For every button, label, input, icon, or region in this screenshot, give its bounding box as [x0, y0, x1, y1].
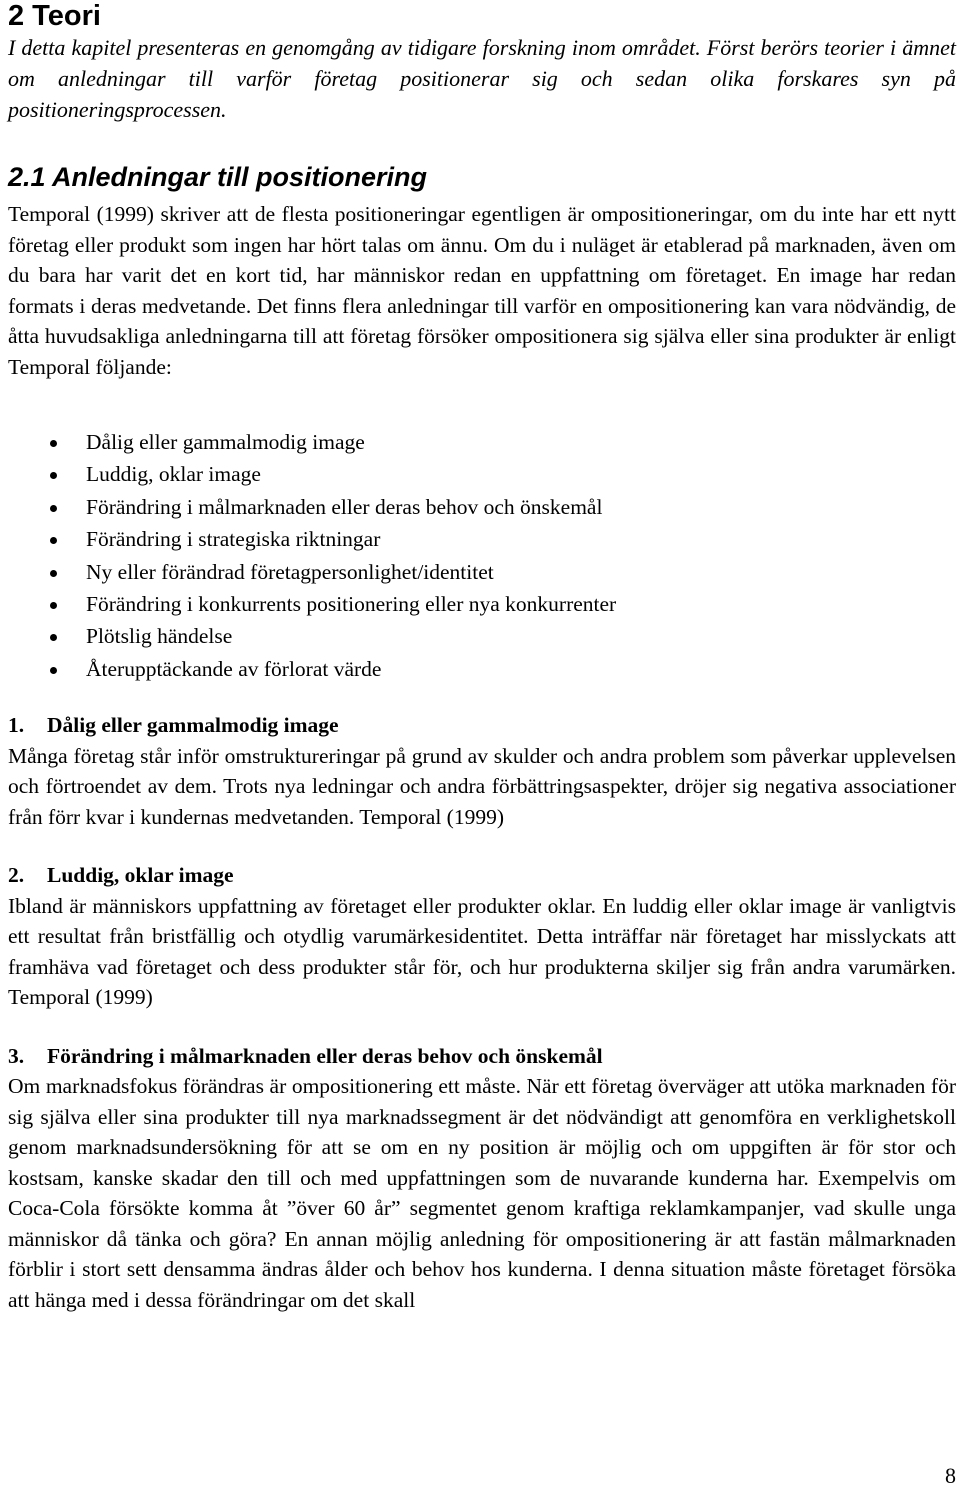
list-item: Ny eller förändrad företagpersonlighet/identitet — [8, 556, 956, 588]
list-item: Förändring i målmarknaden eller deras behov och önskemål — [8, 491, 956, 523]
item-3-heading: 3. Förändring i målmarknaden eller deras behov och önskemål — [8, 1043, 603, 1068]
bullet-icon — [50, 472, 57, 479]
chapter-intro: I detta kapitel presenteras en genomgång av tidigare forskning inom området. Först berörs teorier i ämnet om anledningar till varför företag positionerar sig och sedan olika forskares syn på positioneringsprocessen. — [8, 35, 956, 122]
reasons-list — [8, 426, 956, 685]
list-item: Förändring i konkurrents positionering eller nya konkurrenter — [8, 588, 956, 620]
item-2-text: Ibland är människors uppfattning av företaget eller produkter oklar. En luddig eller oklar image är vanligtvis ett resultat från bristfällig och otydlig varumärkesidentitet. Detta inträffar när företaget har misslyckats att framhäva vad företaget och dess produkter står för, och hur produkterna skiljer sig från andra varumärken. Temporal (1999) — [8, 893, 956, 1010]
bullet-icon — [50, 602, 57, 609]
list-item: Luddig, oklar image — [8, 458, 956, 490]
item-1-text: Många företag står inför omstruktureringar på grund av skulder och andra problem som påverkar upplevelsen och förtroendet av dem. Trots nya ledningar och andra förbättringsaspekter, dröjer sig negativa associationer från förr kvar i kundernas medvetanden. Temporal (1999) — [8, 743, 956, 829]
page-number: 8 — [945, 1463, 956, 1488]
section-title: 2.1 Anledningar till positionering — [8, 162, 428, 192]
section-paragraph: Temporal (1999) skriver att de flesta positioneringar egentligen är ompositioneringar, om du inte har ett nytt företag eller produkt som ingen har hört talas om ännu. Om du i nuläget är etablerad på marknaden, även om du bara har varit det en kort tid, har människor redan en uppfattning om företaget. En image har redan formats i deras medvetande. Det finns flera anledningar till varför en ompositionering kan vara nödvändig, de åtta huvudsakliga anledningarna till att företag försöker ompositionera sig själva eller sina produkter är enligt Temporal följande: — [8, 202, 956, 379]
bullet-icon — [50, 505, 57, 512]
bullet-icon — [50, 634, 57, 641]
item-3-text: Om marknadsfokus förändras är ompositionering ett måste. När ett företag överväger att utöka marknaden för sig själva eller sina produkter till nya marknadssegment är det nödvändigt att genomföra en verklighetskoll genom marknadsundersökning för att se om en ny position är möjlig och om uppgiften är för stor och kostsam, kanske skadar den till och med uppfattningen som de nuvarande kunderna har. Exempelvis om Coca-Cola försökte komma åt ”över 60 år” segmentet genom kraftiga reklamkampanjer, vad skulle unga människor då tänka och göra? En annan möjlig anledning för ompositionering är att fastän målmarknaden förblir i stort sett densamma ändras ålder och behov hos kunderna. I denna situation måste företaget försöka att hänga med i dessa förändringar om det skall — [8, 1074, 956, 1312]
list-item: Återupptäckande av förlorat värde — [8, 653, 956, 685]
item-2-heading: 2. Luddig, oklar image — [8, 863, 234, 888]
list-item: Dålig eller gammalmodig image — [8, 426, 956, 458]
document-page — [8, 0, 956, 1315]
list-item: Förändring i strategiska riktningar — [8, 523, 956, 555]
chapter-title: 2 Teori — [8, 0, 101, 32]
bullet-icon — [50, 570, 57, 577]
bullet-icon — [50, 667, 57, 674]
list-item: Plötslig händelse — [8, 620, 956, 652]
bullet-icon — [50, 537, 57, 544]
item-1-heading: 1. Dålig eller gammalmodig image — [8, 713, 339, 738]
bullet-icon — [50, 440, 57, 447]
